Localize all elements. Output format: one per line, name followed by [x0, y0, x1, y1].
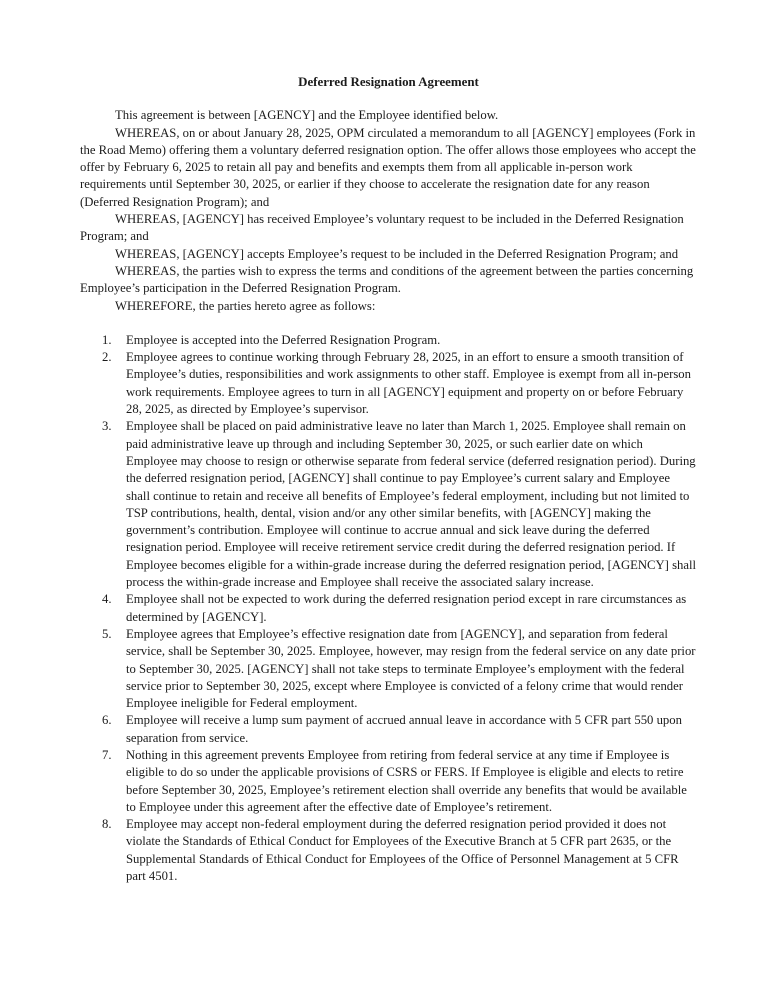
clause-item	[80, 816, 697, 885]
clause-number: 2.	[102, 350, 112, 365]
clause-list	[80, 332, 697, 886]
clause-text: Employee agrees that Employee’s effective resignation date from [AGENCY], and separation from federal service, shall be September 30, 2025. Employee, however, may resign from the federal service on any date prior to September 30, 2025. [AGENCY] shall not take steps to terminate Employee’s employment with the federal service prior to September 30, 2025, except where Employee is convicted of a felony crime that would render Employee ineligible for Federal employment.	[126, 626, 696, 711]
clause-text: Employee will receive a lump sum payment of accrued annual leave in accordance with 5 CFR part 550 upon separation from service.	[126, 713, 682, 745]
preamble-paragraph: WHEREAS, on or about January 28, 2025, OPM circulated a memorandum to all [AGENCY] employees (Fork in the Road Memo) offering them a voluntary deferred resignation option. The offer allows those employees who accept the offer by February 6, 2025 to retain all pay and benefits and exempts them from all applicable in-person work requirements until September 30, 2025, or earlier if they choose to accelerate the resignation date for any reason (Deferred Resignation Program); and	[80, 125, 696, 209]
clause-text: Employee shall not be expected to work during the deferred resignation period except in rare circumstances as determined by [AGENCY].	[126, 592, 687, 624]
preamble-paragraph: WHEREAS, the parties wish to express the terms and conditions of the agreement between the parties concerning Employee’s participation in the Deferred Resignation Program.	[80, 263, 694, 296]
clause-item	[80, 712, 697, 747]
preamble	[80, 107, 697, 315]
clause-text: Employee agrees to continue working through February 28, 2025, in an effort to ensure a smooth transition of Employee’s duties, responsibilities and work assignments to other staff. Employee is exempt from all in-person work requirements. Employee agrees to turn in all [AGENCY] equipment and property on or before February 28, 2025, as directed by Employee’s supervisor.	[126, 350, 691, 417]
clause-text: Employee shall be placed on paid administrative leave no later than March 1, 2025. Employee shall remain on paid administrative leave up through and including September 30, 2025, or such earlier date on which Employee may choose to resign or otherwise separate from federal service (deferred resignation period). During the deferred resignation period, [AGENCY] shall continue to pay Employee’s current salary and Employee shall continue to retain and receive all benefits of Employee’s federal employment, including but not limited to TSP contributions, health, dental, vision and/or any other similar benefits, with [AGENCY] making the government’s contribution. Employee will continue to accrue annual and sick leave during the deferred resignation period. Employee will receive retirement service credit during the deferred resignation period. If Employee becomes eligible for a within-grade increase during the deferred resignation period, [AGENCY] shall process the within-grade increase and Employee shall receive the associated salary increase.	[126, 419, 697, 590]
clause-item	[80, 591, 697, 626]
clause-number: 4.	[102, 592, 112, 607]
clause-text: Nothing in this agreement prevents Employee from retiring from federal service at any time if Employee is eligible to do so under the applicable provisions of CSRS or FERS. If Employee is eligible and elects to retire before September 30, 2025, Employee’s retirement election shall override any benefits that would be available to Employee under this agreement after the effective date of Employee’s retirement.	[126, 747, 687, 814]
clause-item	[80, 332, 697, 349]
clause-number: 7.	[102, 747, 112, 762]
clause-number: 3.	[102, 419, 112, 434]
document-title: Deferred Resignation Agreement	[298, 75, 479, 89]
preamble-paragraph: This agreement is between [AGENCY] and the Employee identified below.	[115, 108, 499, 123]
clause-item	[80, 747, 697, 816]
clause-item	[80, 349, 697, 418]
clause-item	[80, 626, 697, 712]
clause-text: Employee may accept non-federal employment during the deferred resignation period provided it does not violate the Standards of Ethical Conduct for Employees of the Executive Branch at 5 CFR part 2635, or the Supplemental Standards of Ethical Conduct for Employees of the Office of Personnel Management at 5 CFR part 4501.	[126, 817, 679, 884]
clause-number: 6.	[102, 713, 112, 728]
preamble-paragraph: WHEREAS, [AGENCY] has received Employee’s voluntary request to be included in the Deferred Resignation Program; and	[80, 212, 684, 244]
clause-item	[80, 418, 697, 591]
clause-number: 5.	[102, 626, 112, 641]
clause-number: 1.	[102, 332, 112, 347]
clause-number: 8.	[102, 817, 112, 832]
preamble-paragraph: WHEREFORE, the parties hereto agree as follows:	[115, 298, 376, 313]
preamble-paragraph: WHEREAS, [AGENCY] accepts Employee’s request to be included in the Deferred Resignation Program; and	[115, 246, 679, 261]
clause-text: Employee is accepted into the Deferred Resignation Program.	[126, 332, 441, 347]
